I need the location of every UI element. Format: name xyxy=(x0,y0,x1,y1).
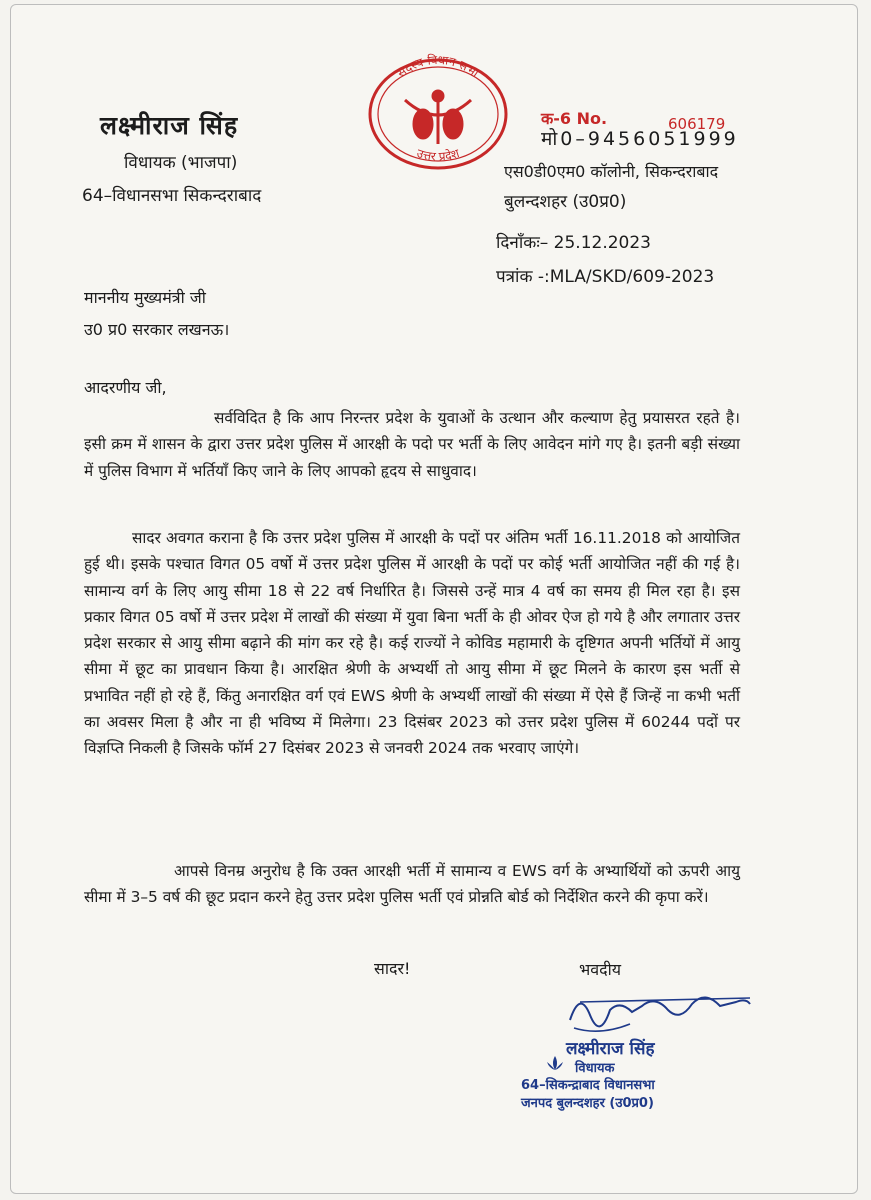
svg-text:सदस्य विधान सभा xyxy=(394,53,482,81)
signatory-constituency: 64–सिकन्द्राबाद विधानसभा xyxy=(521,1078,655,1093)
lotus-icon xyxy=(544,1054,566,1072)
closing-bhavdeey: भवदीय xyxy=(579,960,622,979)
emblem-top-text: सदस्य विधान सभा xyxy=(394,52,482,81)
address-colony: एस0डी0एम0 कॉलोनी, सिकन्दराबाद xyxy=(504,162,719,181)
paragraph-2 xyxy=(84,525,740,762)
handwritten-signature xyxy=(560,980,760,1040)
salutation: आदरणीय जी, xyxy=(84,378,167,397)
mla-designation: विधायक (भाजपा) xyxy=(124,153,238,173)
paragraph-1-text: सर्वविदित है कि आप निरन्तर प्रदेश के युवाओं के उत्थान और कल्याण हेतु प्रयासरत रहते है। इसी क्रम में शासन के द्वारा उत्तर प्रदेश पुलिस में आरक्षी के पदो पर भर्ती के लिए आवेदन मांगे गए है। इतनी बड़ी संख्या में पुलिस विभाग में भर्तियाँ किए जाने के लिए आपको हृदय से साधुवाद। xyxy=(84,409,740,480)
signatory-name: लक्ष्मीराज सिंह xyxy=(566,1039,655,1059)
signatory-role: विधायक xyxy=(575,1061,615,1076)
mla-constituency: 64–विधानसभा सिकन्दराबाद xyxy=(82,186,262,206)
signatory-district: जनपद बुलन्दशहर (उ0प्र0) xyxy=(521,1096,654,1111)
addressee-line1: माननीय मुख्यमंत्री जी xyxy=(84,288,206,307)
vidhan-sabha-emblem xyxy=(363,52,513,170)
addressee-line2: उ0 प्र0 सरकार लखनऊ। xyxy=(84,320,230,339)
paragraph-3-text: आपसे विनम्र अनुरोध है कि उक्त आरक्षी भर्ती में सामान्य व EWS वर्ग के अभ्यार्थियों को ऊपरी आयु सीमा में 3–5 वर्ष की छूट प्रदान करने हेतु उत्तर प्रदेश पुलिस भर्ती एवं प्रोन्नति बोर्ड को निर्देशित करने की कृपा करें। xyxy=(84,862,740,907)
serial-number: 606179 xyxy=(668,115,726,133)
paragraph-2-text: सादर अवगत कराना है कि उत्तर प्रदेश पुलिस में आरक्षी के पदों पर अंतिम भर्ती 16.11.2018 को आयोजित हुई थी। इसके पश्चात विगत 05 वर्षो में उत्तर प्रदेश पुलिस में आरक्षी के पदों पर कोई भर्ती आयोजित नहीं की गई है। सामान्य वर्ग के लिए आयु सीमा 18 से 22 वर्ष निर्धारित है। जिससे उन्हें मात्र 4 वर्ष का समय ही मिल रहा है। इस प्रकार विगत 05 वर्षो में उत्तर प्रदेश में लाखों की संख्या में युवा बिना भर्ती के ही ओवर ऐज हो गये है और लगातार उत्तर प्रदेश सरकार से आयु सीमा बढ़ाने की मांग कर रहे है। कई राज्यों ने कोविड महामारी के दृष्टिगत अपनी भर्तियों में आयु सीमा में छूट का प्रावधान किया है। आरक्षित श्रेणी के अभ्यर्थी तो आयु सीमा में छूट मिलने के कारण इस भर्ती से प्रभावित नहीं हो रहे हैं, किंतु अनारक्षित वर्ग एवं EWS श्रेणी के अभ्यर्थी लाखों की संख्या में ऐसे हैं जिन्हें ना कभी भर्ती का अवसर मिला है और ना ही भविष्य में मिलेगा। 23 दिसंबर 2023 को उत्तर प्रदेश पुलिस में 60244 पदों पर विज्ञप्ति निकली है जिसके फॉर्म 27 दिसंबर 2023 से जनवरी 2024 तक भरवाए जाएंगे। xyxy=(84,529,740,758)
paragraph-1 xyxy=(84,405,740,484)
letter-date: दिनाँकः– 25.12.2023 xyxy=(496,233,651,253)
mobile-number: मो0–9456051999 xyxy=(541,128,739,150)
svg-text:उत्तर प्रदेश xyxy=(415,146,462,164)
emblem-bottom-text: उत्तर प्रदेश xyxy=(414,146,461,164)
serial-label: क-6 No. xyxy=(541,109,608,128)
mla-name-heading: लक्ष्मीराज सिंह xyxy=(100,111,239,140)
paragraph-3 xyxy=(84,858,740,911)
fish-bow-icon xyxy=(405,91,471,144)
closing-saadar: सादर! xyxy=(374,959,411,978)
letter-reference: पत्रांक -:MLA/SKD/609-2023 xyxy=(496,267,715,287)
address-district: बुलन्दशहर (उ0प्र0) xyxy=(504,192,627,212)
